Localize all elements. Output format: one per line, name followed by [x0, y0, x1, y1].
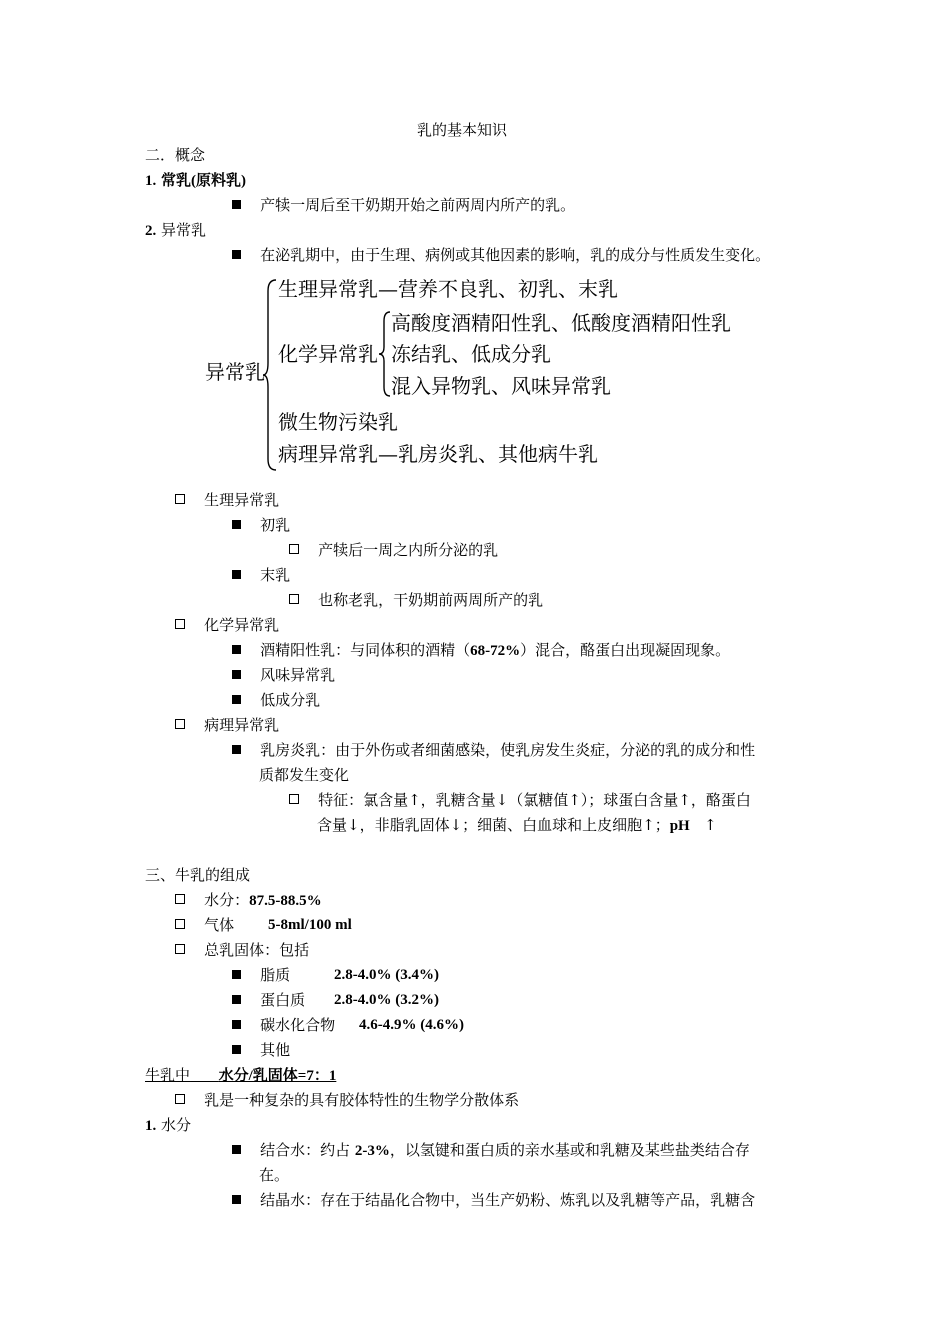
- bound-water-cont: 在。: [259, 1166, 290, 1184]
- item-number: 1.: [145, 1118, 157, 1134]
- filled-square-bullet-icon: [232, 200, 241, 209]
- hollow-square-bullet-icon: [175, 944, 185, 954]
- diagram-chem: 化学异常乳: [278, 342, 378, 366]
- filled-square-bullet-icon: [232, 745, 241, 754]
- outline-mastitis-feature-cont: 含量↓，非脂乳固体↓；细菌、白血球和上皮细胞↑；pH ↑: [317, 816, 717, 834]
- bullet-abnormal-milk-desc: 在泌乳期中，由于生理、病例或其他因素的影响，乳的成分与性质发生变化。: [232, 245, 770, 265]
- comp-total-solids: 总乳固体：包括: [175, 940, 309, 960]
- filled-square-bullet-icon: [232, 520, 241, 529]
- comp-carbohydrate: 碳水化合物 4.6-4.9% (4.6%): [232, 1015, 335, 1035]
- item-label: 常乳(原料乳): [161, 173, 247, 189]
- filled-square-bullet-icon: [232, 250, 241, 259]
- bound-water: 结合水：约占 2-3%，以氢键和蛋白质的亲水基或和乳糖及某些盐类结合存: [232, 1140, 750, 1161]
- item-normal-milk: [145, 170, 246, 191]
- filled-square-bullet-icon: [232, 970, 241, 979]
- outline-colostrum-desc: 产犊后一周之内所分泌的乳: [289, 540, 498, 560]
- item-number: 2.: [145, 223, 157, 239]
- outline-mastitis-feature: 特征：氯含量↑，乳糖含量↓（氯糖值↑）；球蛋白含量↑，酪蛋白: [289, 790, 751, 810]
- hollow-square-bullet-icon: [175, 619, 185, 629]
- outline-colostrum: 初乳: [232, 515, 290, 535]
- outline-late-milk-desc: 也称老乳，干奶期前两周所产的乳: [289, 590, 543, 610]
- item-water: [145, 1115, 191, 1136]
- page-title: 乳的基本知识: [417, 121, 508, 139]
- comp-water: 水分：87.5-88.5%: [175, 890, 322, 911]
- hollow-square-bullet-icon: [175, 1094, 185, 1104]
- item-label: 异常乳: [161, 221, 207, 239]
- crystal-water: 结晶水：存在于结晶化合物中，当生产奶粉、炼乳以及乳糖等产品，乳糖含: [232, 1190, 755, 1210]
- comp-protein: 蛋白质 2.8-4.0% (3.2%): [232, 990, 305, 1010]
- comp-fat: 脂质 2.8-4.0% (3.4%): [232, 965, 290, 985]
- diagram-chem-item-2: 冻结乳、低成分乳: [391, 342, 551, 366]
- comp-gas: 气体 5-8ml/100 ml: [175, 915, 234, 935]
- diagram-patho: 病理异常乳—乳房炎乳、其他病牛乳: [278, 442, 598, 466]
- outline-mastitis-cont: 质都发生变化: [259, 766, 350, 784]
- item-abnormal-milk: [145, 220, 206, 241]
- diagram-micro: 微生物污染乳: [278, 410, 398, 434]
- filled-square-bullet-icon: [232, 570, 241, 579]
- left-brace-icon: [262, 279, 278, 471]
- ratio-line: 牛乳中 水分/乳固体=7：1: [145, 1066, 337, 1084]
- filled-square-bullet-icon: [232, 695, 241, 704]
- diagram-physio: 生理异常乳—营养不良乳、初乳、末乳: [278, 277, 618, 301]
- outline-low-component: 低成分乳: [232, 690, 320, 710]
- filled-square-bullet-icon: [232, 670, 241, 679]
- outline-physio: 生理异常乳: [175, 490, 279, 510]
- colloid-statement: 乳是一种复杂的具有胶体特性的生物学分散体系: [175, 1090, 519, 1110]
- inner-brace-icon: [378, 311, 392, 397]
- hollow-square-bullet-icon: [175, 719, 185, 729]
- filled-square-bullet-icon: [232, 1195, 241, 1204]
- diagram-chem-item-1: 高酸度酒精阳性乳、低酸度酒精阳性乳: [391, 311, 731, 335]
- hollow-square-bullet-icon: [289, 794, 299, 804]
- hollow-square-bullet-icon: [175, 894, 185, 904]
- outline-patho: 病理异常乳: [175, 715, 279, 735]
- item-label: 水分: [161, 1116, 192, 1134]
- bullet-normal-milk-desc: 产犊一周后至干奶期开始之前两周内所产的乳。: [232, 195, 575, 215]
- hollow-square-bullet-icon: [289, 544, 299, 554]
- filled-square-bullet-icon: [232, 1020, 241, 1029]
- filled-square-bullet-icon: [232, 1145, 241, 1154]
- diagram-root: 异常乳: [205, 360, 265, 384]
- filled-square-bullet-icon: [232, 1045, 241, 1054]
- section-heading-concepts: 二．概念: [145, 146, 206, 164]
- outline-mastitis: 乳房炎乳：由于外伤或者细菌感染，使乳房发生炎症，分泌的乳的成分和性: [232, 740, 755, 760]
- hollow-square-bullet-icon: [175, 919, 185, 929]
- filled-square-bullet-icon: [232, 995, 241, 1004]
- filled-square-bullet-icon: [232, 645, 241, 654]
- item-number: 1.: [145, 173, 157, 189]
- outline-chem: 化学异常乳: [175, 615, 279, 635]
- comp-other: 其他: [232, 1040, 290, 1060]
- diagram-chem-item-3: 混入异物乳、风味异常乳: [391, 374, 611, 398]
- hollow-square-bullet-icon: [289, 594, 299, 604]
- outline-flavor: 风味异常乳: [232, 665, 335, 685]
- outline-alcohol-positive: 酒精阳性乳：与同体积的酒精（68-72%）混合，酪蛋白出现凝固现象。: [232, 640, 730, 661]
- hollow-square-bullet-icon: [175, 494, 185, 504]
- section-heading-composition: 三、牛乳的组成: [145, 866, 251, 884]
- outline-late-milk: 末乳: [232, 565, 290, 585]
